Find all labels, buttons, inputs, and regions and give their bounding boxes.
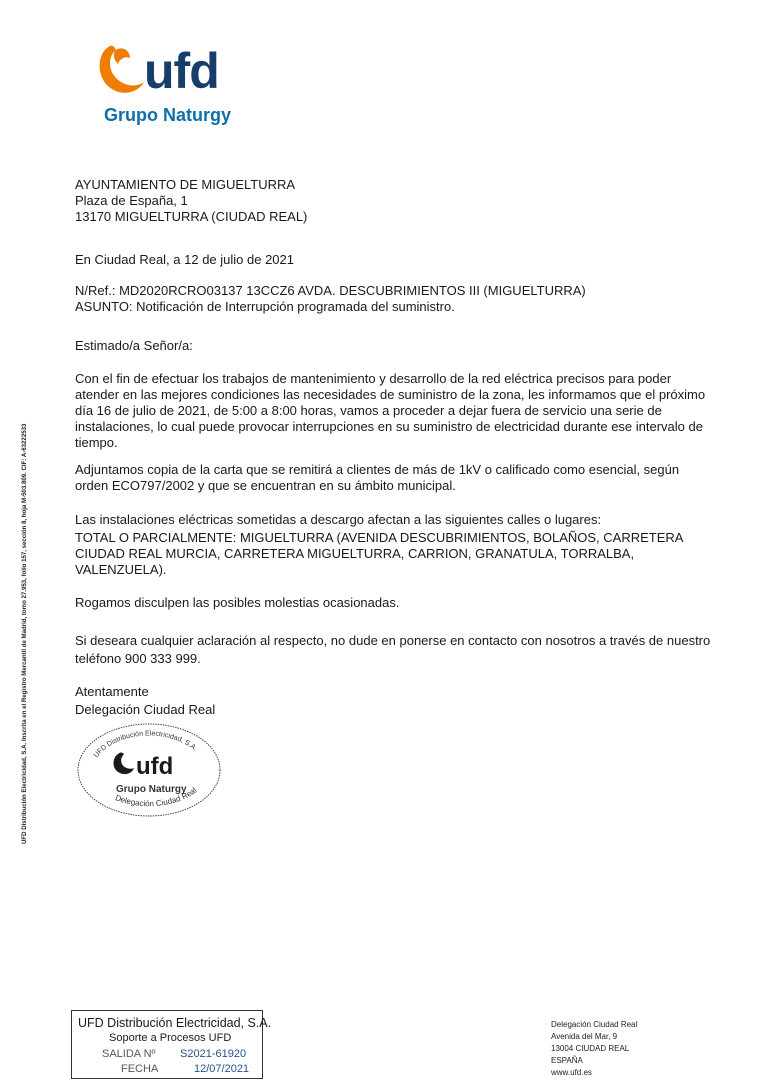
stamp-bottom-arc: Delegación Ciudad Real — [114, 785, 199, 809]
footer-website: www.ufd.es — [551, 1068, 592, 1077]
stamp-brand: ufd — [136, 753, 174, 780]
closing-regards: Atentamente — [75, 684, 149, 699]
registry-company: UFD Distribución Electricidad, S.A. — [78, 1016, 272, 1030]
stamp-logo-mark-icon — [114, 753, 135, 775]
footer-line-1: Delegación Ciudad Real — [551, 1020, 638, 1029]
date-line: En Ciudad Real, a 12 de julio de 2021 — [75, 252, 294, 267]
recipient-line-2: Plaza de España, 1 — [75, 193, 188, 208]
footer-line-4: ESPAÑA — [551, 1056, 583, 1065]
salutation: Estimado/a Señor/a: — [75, 338, 193, 353]
registry-box — [71, 1010, 272, 1079]
body-paragraph-3: Las instalaciones eléctricas sometidas a descargo afectan a las siguientes calles o lugares: — [75, 512, 602, 527]
footer-line-2: Avenida del Mar, 9 — [551, 1032, 618, 1041]
company-stamp — [76, 722, 222, 818]
subject-line: ASUNTO: Notificación de Interrupción programada del suministro. — [75, 299, 455, 314]
footer-line-3: 13004 CIUDAD REAL — [551, 1044, 630, 1053]
registry-salida-label: SALIDA Nº — [102, 1048, 156, 1060]
affected-streets: TOTAL O PARCIALMENTE: MIGUELTURRA (AVENIDA DESCUBRIMIENTOS, BOLAÑOS, CARRETERA CIUDAD REAL MURCIA, CARRETERA MIGUELTURRA, CARRION, GRANATULA, TORRALBA, VALENZUELA). — [75, 530, 683, 577]
body-paragraph-1: Con el fin de efectuar los trabajos de mantenimiento y desarrollo de la red eléctrica precisos para poder atender en las mejores condiciones las necesidades de suministro de la zona, les informamos que el próximo día 16 de julio de 2021, de 5:00 a 8:00 horas, vamos a proceder a dejar fuera de servicio una serie de instalaciones, lo cual puede provocar interrupciones en su suministro de electricidad durante ese intervalo de tiempo. — [75, 371, 706, 450]
logo-group-text: Grupo Naturgy — [104, 105, 232, 125]
legal-side-text: UFD Distribución Electricidad, S.A. Inscrita en el Registro Mercantil de Madrid, tomo 27.953, folio 157, sección 8, hoja M-503.809. CIF: A-63222533 — [21, 423, 28, 844]
recipient-line-3: 13170 MIGUELTURRA (CIUDAD REAL) — [75, 209, 308, 224]
recipient-address — [75, 177, 715, 225]
recipient-line-1: AYUNTAMIENTO DE MIGUELTURRA — [75, 177, 296, 192]
registry-salida-value: S2021-61920 — [180, 1048, 247, 1060]
logo-brand-text: ufd — [144, 43, 219, 99]
body-paragraph-6: Si deseara cualquier aclaración al respecto, no dude en ponerse en contacto con nosotros a través de nuestro teléfono 900 333 999. — [75, 633, 711, 666]
stamp-top-arc: UFD Distribución Electricidad, S.A. — [92, 730, 199, 760]
footer-address — [551, 1019, 637, 1079]
closing-office: Delegación Ciudad Real — [75, 702, 216, 717]
registry-fecha-value: 12/07/2021 — [194, 1063, 250, 1075]
reference-block — [75, 283, 715, 315]
body-paragraph-2: Adjuntamos copia de la carta que se remitirá a clientes de más de 1kV o calificado como esencial, según orden ECO797/2002 y que se encuentran en su ámbito municipal. — [75, 462, 680, 493]
ufd-logo — [96, 40, 246, 130]
registry-fecha-label: FECHA — [121, 1063, 159, 1075]
body-paragraph-5: Rogamos disculpen las posibles molestias ocasionadas. — [75, 595, 400, 610]
reference-line: N/Ref.: MD2020RCRO03137 13CCZ6 AVDA. DESCUBRIMIENTOS III (MIGUELTURRA) — [75, 283, 586, 298]
registry-dept: Soporte a Procesos UFD — [109, 1032, 232, 1044]
closing-block — [75, 683, 715, 719]
stamp-group: Grupo Naturgy — [116, 784, 187, 795]
ufd-logo-mark-icon — [96, 42, 148, 98]
